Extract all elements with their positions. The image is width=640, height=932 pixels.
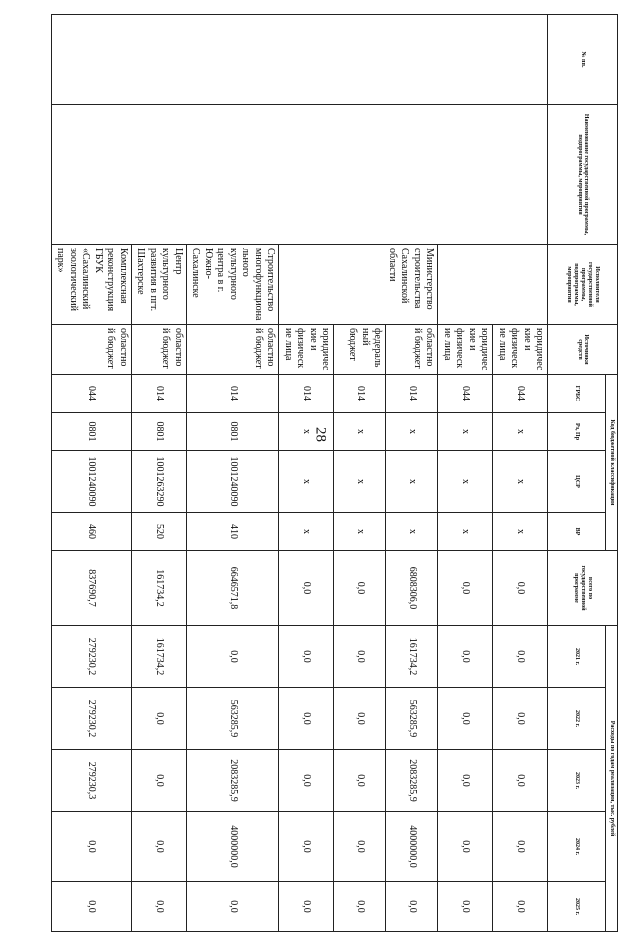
rzpr-cell: 0801 xyxy=(51,413,131,451)
y2023-cell: 0,0 xyxy=(438,750,493,812)
csr-cell: x xyxy=(493,451,548,513)
vr-cell: 460 xyxy=(51,513,131,551)
y2023-cell: 0,0 xyxy=(279,750,334,812)
total-cell: 161734,2 xyxy=(131,551,186,626)
header-year-2023: 2023 г. xyxy=(548,750,606,812)
executor-cell: Комплексная реконструкция ГБУК «Сахалинский зоологический парк» xyxy=(51,245,131,325)
grbs-cell: 014 xyxy=(279,375,334,413)
header-budget-group: Код бюджетной классификации xyxy=(606,375,618,551)
y2023-cell: 0,0 xyxy=(334,750,386,812)
grbs-cell: 014 xyxy=(186,375,279,413)
vr-cell: x xyxy=(386,513,438,551)
y2023-cell: 2083285,9 xyxy=(186,750,279,812)
header-rzpr: Рз, Пр xyxy=(548,413,606,451)
y2023-cell: 279230,3 xyxy=(51,750,131,812)
header-grbs: ГРБС xyxy=(548,375,606,413)
y2024-cell: 4000000,0 xyxy=(186,812,279,882)
budget-table xyxy=(51,14,618,932)
rzpr-cell: 0801 xyxy=(186,413,279,451)
header-year-2021: 2021 г. xyxy=(548,626,606,688)
vr-cell: x xyxy=(493,513,548,551)
vr-cell: x xyxy=(438,513,493,551)
header-src: Источники средств xyxy=(548,325,618,375)
table-row xyxy=(493,15,548,932)
y2022-cell: 563285,9 xyxy=(386,688,438,750)
y2024-cell: 0,0 xyxy=(279,812,334,882)
source-cell: областной бюджет xyxy=(186,325,279,375)
total-cell: 0,0 xyxy=(279,551,334,626)
total-cell: 0,0 xyxy=(334,551,386,626)
csr-cell: 1001263290 xyxy=(131,451,186,513)
grbs-cell: 014 xyxy=(131,375,186,413)
page-number: 28 xyxy=(312,427,329,442)
y2021-cell: 0,0 xyxy=(334,626,386,688)
header-vr: ВР xyxy=(548,513,606,551)
vr-cell: x xyxy=(279,513,334,551)
vr-cell: 410 xyxy=(186,513,279,551)
y2021-cell: 0,0 xyxy=(438,626,493,688)
y2025-cell: 0,0 xyxy=(51,882,131,932)
header-num: № пп. xyxy=(548,15,618,105)
grbs-cell: 044 xyxy=(51,375,131,413)
y2021-cell: 279230,2 xyxy=(51,626,131,688)
header-year-2025: 2025 г. xyxy=(548,882,606,932)
grbs-cell: 044 xyxy=(438,375,493,413)
header-exec: Исполнители государственной программы, подпрограммы, мероприятия xyxy=(548,245,618,325)
y2025-cell: 0,0 xyxy=(131,882,186,932)
y2024-cell: 0,0 xyxy=(131,812,186,882)
rzpr-cell: x xyxy=(386,413,438,451)
csr-cell: 1001240090 xyxy=(186,451,279,513)
y2024-cell: 0,0 xyxy=(334,812,386,882)
y2024-cell: 0,0 xyxy=(493,812,548,882)
y2023-cell: 2083285,9 xyxy=(386,750,438,812)
y2022-cell: 279230,2 xyxy=(51,688,131,750)
csr-cell: 1001240090 xyxy=(51,451,131,513)
rzpr-cell: x xyxy=(493,413,548,451)
y2022-cell: 0,0 xyxy=(493,688,548,750)
y2022-cell: 0,0 xyxy=(334,688,386,750)
csr-cell: x xyxy=(279,451,334,513)
y2021-cell: 0,0 xyxy=(493,626,548,688)
executor-cell: Министерство строительства Сахалинской области xyxy=(279,245,438,325)
csr-cell: x xyxy=(438,451,493,513)
y2025-cell: 0,0 xyxy=(279,882,334,932)
csr-cell: x xyxy=(386,451,438,513)
vr-cell: x xyxy=(334,513,386,551)
csr-cell: x xyxy=(334,451,386,513)
source-cell: юридические и физические лица xyxy=(438,325,493,375)
grbs-cell: 014 xyxy=(334,375,386,413)
y2023-cell: 0,0 xyxy=(493,750,548,812)
header-total: всего по государственной программе xyxy=(548,551,618,626)
y2022-cell: 0,0 xyxy=(279,688,334,750)
total-cell: 6646571,8 xyxy=(186,551,279,626)
y2025-cell: 0,0 xyxy=(186,882,279,932)
y2025-cell: 0,0 xyxy=(438,882,493,932)
rzpr-cell: x xyxy=(438,413,493,451)
header-year-2022: 2022 г. xyxy=(548,688,606,750)
source-cell: областной бюджет xyxy=(51,325,131,375)
grbs-cell: 014 xyxy=(386,375,438,413)
source-cell: юридические и физические лица xyxy=(493,325,548,375)
program-name-cell xyxy=(51,105,548,245)
y2025-cell: 0,0 xyxy=(493,882,548,932)
y2022-cell: 563285,9 xyxy=(186,688,279,750)
y2025-cell: 0,0 xyxy=(386,882,438,932)
total-cell: 6808306,0 xyxy=(386,551,438,626)
source-cell: федеральный бюджет xyxy=(334,325,386,375)
y2021-cell: 0,0 xyxy=(186,626,279,688)
source-cell: областной бюджет xyxy=(386,325,438,375)
executor-cell: Строительство многофункционального культурного центра в г. Южно-Сахалинске xyxy=(186,245,279,325)
source-cell: областной бюджет xyxy=(131,325,186,375)
rzpr-cell: 0801 xyxy=(131,413,186,451)
y2022-cell: 0,0 xyxy=(131,688,186,750)
rzpr-cell: x xyxy=(334,413,386,451)
grbs-cell: 044 xyxy=(493,375,548,413)
rzpr-cell: x xyxy=(279,413,334,451)
header-name: Наименование государственной программы, подпрограммы, мероприятия xyxy=(548,105,618,245)
y2024-cell: 0,0 xyxy=(51,812,131,882)
y2024-cell: 0,0 xyxy=(438,812,493,882)
y2024-cell: 4000000,0 xyxy=(386,812,438,882)
y2021-cell: 161734,2 xyxy=(386,626,438,688)
row-number-cell xyxy=(51,15,548,105)
total-cell: 837690,7 xyxy=(51,551,131,626)
executor-cell xyxy=(438,245,548,325)
y2025-cell: 0,0 xyxy=(334,882,386,932)
y2023-cell: 0,0 xyxy=(131,750,186,812)
vr-cell: 520 xyxy=(131,513,186,551)
source-cell: юридические и физические лица xyxy=(279,325,334,375)
executor-cell: Центр культурного развития в пгт. Шахтерске xyxy=(131,245,186,325)
header-spend-group: Расходы по годам реализации, тыс. рублей xyxy=(606,626,618,932)
header-year-2024: 2024 г. xyxy=(548,812,606,882)
y2021-cell: 161734,2 xyxy=(131,626,186,688)
total-cell: 0,0 xyxy=(438,551,493,626)
y2022-cell: 0,0 xyxy=(438,688,493,750)
header-csr: ЦСР xyxy=(548,451,606,513)
y2021-cell: 0,0 xyxy=(279,626,334,688)
total-cell: 0,0 xyxy=(493,551,548,626)
